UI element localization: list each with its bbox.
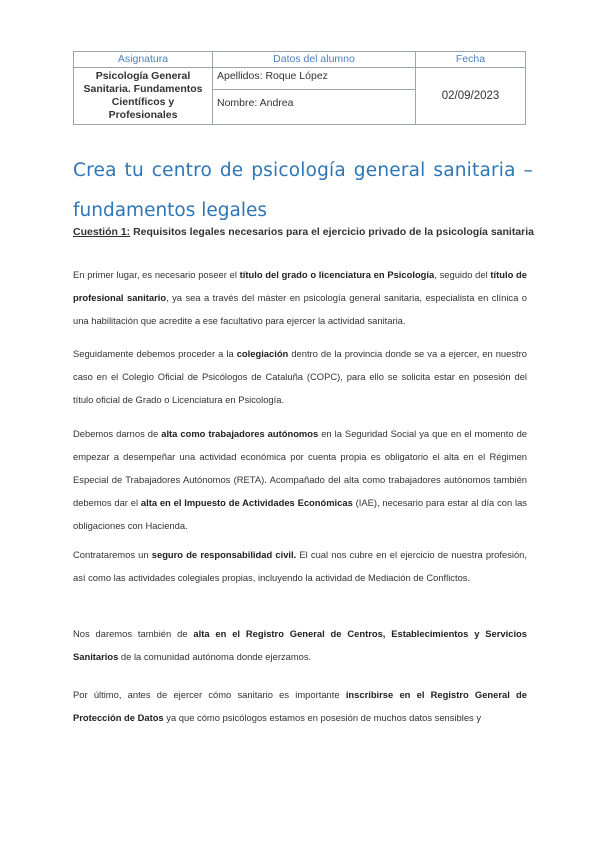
header-student-data: Datos del alumno xyxy=(213,52,416,68)
text-run: Nos daremos también de xyxy=(73,628,194,639)
header-row xyxy=(74,52,526,68)
surname-line: Apellidos: Roque López xyxy=(213,68,415,90)
text-run: en la Seguridad Social ya que en el momento de empezar a desempeñar una actividad económica por cuenta propia es obligatorio el alta en el Régimen Especial de Trabajadores Autónomos (RETA). Acompañado del alta como trabajadores autónomos también debemos dar el xyxy=(73,428,528,508)
subject-cell: Psicología General Sanitaria. Fundamentos Científicos y Profesionales xyxy=(74,68,213,125)
date-cell: 02/09/2023 xyxy=(416,68,526,125)
text-run: dentro de la provincia donde se va a ejercer, en nuestro caso en el Colegio Oficial de Psicólogos de Cataluña (COPC), para ello se solicita estar en posesión del título oficial de Grado o Licenciatura en Psicología. xyxy=(73,348,527,405)
text-run: de la comunidad autónoma donde ejerzamos. xyxy=(118,651,312,662)
bold-text: alta en el Impuesto de Actividades Económicas xyxy=(140,497,353,508)
text-run: Debemos darnos de xyxy=(73,428,162,439)
text-run: El cual nos cubre en el ejercicio de nuestra profesión, así como las actividades colegiales propias, incluyendo la actividad de Mediación de Conflictos. xyxy=(73,549,527,583)
bold-text: título del grado o licenciatura en Psicología xyxy=(239,269,435,280)
text-run: En primer lugar, es necesario poseer el xyxy=(73,269,240,280)
paragraph-5 xyxy=(73,622,527,668)
header-subject: Asignatura xyxy=(74,52,213,68)
header-date: Fecha xyxy=(416,52,526,68)
header-table xyxy=(73,51,526,125)
bold-text: seguro de responsabilidad civil. xyxy=(151,549,297,560)
content-row xyxy=(74,68,526,125)
question-text: Requisitos legales necesarios para el ejercicio privado de la psicología sanitaria xyxy=(130,226,535,238)
name-line: Nombre: Andrea xyxy=(217,97,294,109)
bold-text: inscribirse en el Registro General de Protección de Datos xyxy=(73,689,527,723)
bold-text: colegiación xyxy=(236,348,289,359)
title-line-1: Crea tu centro de psicología general sanitaria – xyxy=(73,160,533,181)
text-run: ya que cómo psicólogos estamos en posesión de muchos datos sensibles y xyxy=(163,712,482,723)
paragraph-1 xyxy=(73,263,527,332)
text-run: (IAE), necesario para estar al día con las obligaciones con Hacienda. xyxy=(73,497,527,531)
bold-text: alta en el Registro General de Centros, Establecimientos y Servicios Sanitarios xyxy=(73,628,527,662)
paragraph-6 xyxy=(73,683,527,729)
text-run: , ya sea a través del máster en psicología general sanitaria, especialista en clínica o una habilitación que acredite a ese facultativo para ejercer la actividad sanitaria. xyxy=(73,292,527,326)
page-title xyxy=(73,147,533,234)
question-label: Cuestión 1: xyxy=(73,226,131,238)
paragraph-3 xyxy=(73,422,527,537)
text-run: , seguido del xyxy=(434,269,491,280)
question-heading xyxy=(73,226,533,238)
text-run: Contrataremos un xyxy=(73,549,152,560)
bold-text: alta como trabajadores autónomos xyxy=(161,428,319,439)
title-line-2: fundamentos legales xyxy=(73,200,268,221)
text-run: Seguidamente debemos proceder a la xyxy=(73,348,237,359)
student-cell xyxy=(213,68,416,125)
text-run: Por último, antes de ejercer cómo sanitario es importante xyxy=(73,689,346,700)
bold-text: título de profesional sanitario xyxy=(73,269,527,303)
paragraph-2 xyxy=(73,342,527,411)
paragraph-4 xyxy=(73,543,527,589)
